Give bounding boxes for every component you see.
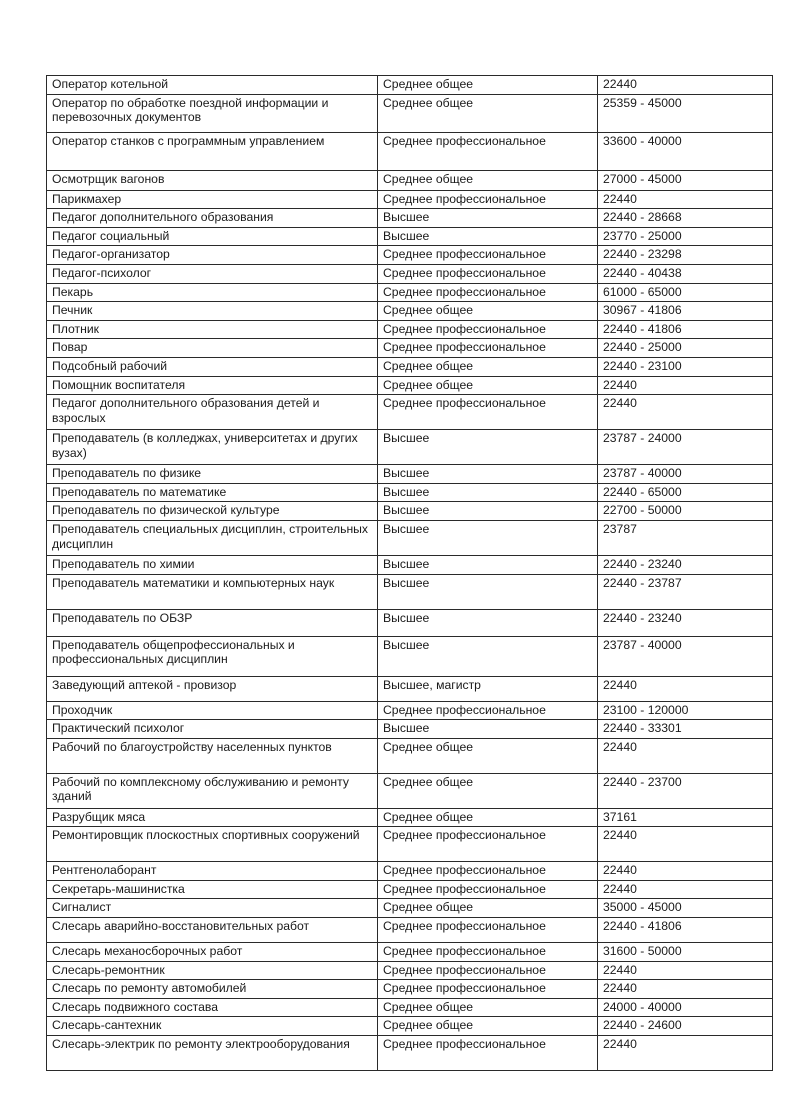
salary-cell: 22440: [598, 676, 773, 701]
profession-cell: Слесарь подвижного состава: [47, 998, 378, 1017]
education-cell: Среднее профессиональное: [378, 246, 598, 265]
profession-cell: Преподаватель общепрофессиональных и профессиональных дисциплин: [47, 636, 378, 676]
profession-cell: Педагог-организатор: [47, 246, 378, 265]
education-cell: Среднее профессиональное: [378, 283, 598, 302]
profession-cell: Педагог социальный: [47, 227, 378, 246]
table-row: [47, 1036, 773, 1071]
table-row: [47, 738, 773, 773]
profession-cell: Преподаватель по ОБЗР: [47, 609, 378, 636]
table-row: [47, 283, 773, 302]
table-row: [47, 609, 773, 636]
profession-cell: Преподаватель по математике: [47, 483, 378, 502]
profession-cell: Рабочий по комплексному обслуживанию и ремонту зданий: [47, 773, 378, 808]
profession-cell: Оператор по обработке поездной информации и перевозочных документов: [47, 94, 378, 132]
table-row: [47, 943, 773, 962]
profession-cell: Преподаватель математики и компьютерных наук: [47, 574, 378, 609]
profession-cell: Секретарь-машинистка: [47, 880, 378, 899]
education-cell: Среднее общее: [378, 302, 598, 321]
profession-cell: Слесарь-ремонтник: [47, 961, 378, 980]
table-row: [47, 227, 773, 246]
profession-cell: Преподаватель (в колледжах, университетах и других вузах): [47, 430, 378, 465]
salary-cell: 22440 - 23700: [598, 773, 773, 808]
profession-cell: Рабочий по благоустройству населенных пунктов: [47, 738, 378, 773]
salary-cell: 22440 - 65000: [598, 483, 773, 502]
education-cell: Высшее: [378, 636, 598, 676]
salary-cell: 22440 - 23240: [598, 609, 773, 636]
salary-cell: 22440: [598, 1036, 773, 1071]
profession-cell: Парикмахер: [47, 190, 378, 209]
table-row: [47, 701, 773, 720]
profession-cell: Сигналист: [47, 899, 378, 918]
table-row: [47, 773, 773, 808]
profession-cell: Слесарь-электрик по ремонту электрооборудования: [47, 1036, 378, 1071]
table-row: [47, 209, 773, 228]
education-cell: Высшее: [378, 555, 598, 574]
education-cell: Среднее общее: [378, 808, 598, 827]
table-row: [47, 827, 773, 862]
education-cell: Среднее общее: [378, 94, 598, 132]
education-cell: Высшее, магистр: [378, 676, 598, 701]
profession-cell: Преподаватель специальных дисциплин, строительных дисциплин: [47, 520, 378, 555]
education-cell: Среднее профессиональное: [378, 943, 598, 962]
table-row: [47, 998, 773, 1017]
salary-cell: 22440: [598, 827, 773, 862]
table-row: [47, 520, 773, 555]
education-cell: Высшее: [378, 483, 598, 502]
salary-cell: 31600 - 50000: [598, 943, 773, 962]
table-row: [47, 94, 773, 132]
table-row: [47, 76, 773, 95]
profession-cell: Подсобный рабочий: [47, 357, 378, 376]
salary-cell: 22440 - 40438: [598, 264, 773, 283]
education-cell: Среднее профессиональное: [378, 961, 598, 980]
vacancies-table: [46, 75, 773, 1071]
education-cell: Среднее общее: [378, 899, 598, 918]
profession-cell: Разрубщик мяса: [47, 808, 378, 827]
education-cell: Среднее профессиональное: [378, 862, 598, 881]
table-row: [47, 502, 773, 521]
salary-cell: 27000 - 45000: [598, 170, 773, 190]
salary-cell: 22440: [598, 376, 773, 395]
table-row: [47, 320, 773, 339]
education-cell: Высшее: [378, 720, 598, 739]
education-cell: Среднее профессиональное: [378, 918, 598, 943]
education-cell: Среднее общее: [378, 170, 598, 190]
salary-cell: 25359 - 45000: [598, 94, 773, 132]
salary-cell: 22440 - 23787: [598, 574, 773, 609]
profession-cell: Оператор котельной: [47, 76, 378, 95]
profession-cell: Повар: [47, 339, 378, 358]
profession-cell: Оператор станков с программным управлением: [47, 132, 378, 170]
table-row: [47, 808, 773, 827]
education-cell: Среднее профессиональное: [378, 190, 598, 209]
table-row: [47, 357, 773, 376]
table-row: [47, 980, 773, 999]
education-cell: Среднее общее: [378, 773, 598, 808]
salary-cell: 22440: [598, 76, 773, 95]
profession-cell: Плотник: [47, 320, 378, 339]
table-row: [47, 961, 773, 980]
table-row: [47, 170, 773, 190]
education-cell: Среднее профессиональное: [378, 1036, 598, 1071]
salary-cell: 22440 - 41806: [598, 320, 773, 339]
profession-cell: Рентгенолаборант: [47, 862, 378, 881]
education-cell: Высшее: [378, 209, 598, 228]
salary-cell: 22440 - 41806: [598, 918, 773, 943]
education-cell: Среднее профессиональное: [378, 339, 598, 358]
salary-cell: 23787: [598, 520, 773, 555]
salary-cell: 22440 - 25000: [598, 339, 773, 358]
table-row: [47, 395, 773, 430]
salary-cell: 22440: [598, 395, 773, 430]
salary-cell: 61000 - 65000: [598, 283, 773, 302]
education-cell: Высшее: [378, 520, 598, 555]
profession-cell: Слесарь аварийно-восстановительных работ: [47, 918, 378, 943]
profession-cell: Слесарь по ремонту автомобилей: [47, 980, 378, 999]
table-row: [47, 246, 773, 265]
education-cell: Среднее общее: [378, 738, 598, 773]
table-row: [47, 132, 773, 170]
table-row: [47, 574, 773, 609]
education-cell: Среднее профессиональное: [378, 827, 598, 862]
salary-cell: 23787 - 40000: [598, 465, 773, 484]
table-row: [47, 190, 773, 209]
salary-cell: 22440: [598, 190, 773, 209]
profession-cell: Практический психолог: [47, 720, 378, 739]
profession-cell: Преподаватель по физике: [47, 465, 378, 484]
salary-cell: 22440: [598, 961, 773, 980]
salary-cell: 35000 - 45000: [598, 899, 773, 918]
salary-cell: 33600 - 40000: [598, 132, 773, 170]
table-row: [47, 430, 773, 465]
table-row: [47, 720, 773, 739]
salary-cell: 22440 - 23100: [598, 357, 773, 376]
education-cell: Среднее общее: [378, 998, 598, 1017]
table-row: [47, 899, 773, 918]
education-cell: Среднее профессиональное: [378, 880, 598, 899]
salary-cell: 23100 - 120000: [598, 701, 773, 720]
table-row: [47, 483, 773, 502]
salary-cell: 23787 - 40000: [598, 636, 773, 676]
profession-cell: Педагог дополнительного образования детей и взрослых: [47, 395, 378, 430]
education-cell: Среднее профессиональное: [378, 701, 598, 720]
salary-cell: 23787 - 24000: [598, 430, 773, 465]
education-cell: Среднее профессиональное: [378, 132, 598, 170]
salary-cell: 22440: [598, 980, 773, 999]
salary-cell: 22440 - 24600: [598, 1017, 773, 1036]
profession-cell: Педагог дополнительного образования: [47, 209, 378, 228]
table-row: [47, 880, 773, 899]
profession-cell: Помощник воспитателя: [47, 376, 378, 395]
profession-cell: Преподаватель по химии: [47, 555, 378, 574]
table-row: [47, 1017, 773, 1036]
table-row: [47, 302, 773, 321]
education-cell: Высшее: [378, 502, 598, 521]
education-cell: Среднее профессиональное: [378, 395, 598, 430]
education-cell: Среднее общее: [378, 76, 598, 95]
education-cell: Среднее общее: [378, 376, 598, 395]
profession-cell: Пекарь: [47, 283, 378, 302]
table-row: [47, 862, 773, 881]
profession-cell: Заведующий аптекой - провизор: [47, 676, 378, 701]
salary-cell: 22440 - 33301: [598, 720, 773, 739]
profession-cell: Печник: [47, 302, 378, 321]
education-cell: Высшее: [378, 465, 598, 484]
vacancies-table-body: [47, 76, 773, 1071]
table-row: [47, 555, 773, 574]
salary-cell: 23770 - 25000: [598, 227, 773, 246]
salary-cell: 22700 - 50000: [598, 502, 773, 521]
profession-cell: Слесарь-сантехник: [47, 1017, 378, 1036]
salary-cell: 22440: [598, 738, 773, 773]
table-row: [47, 918, 773, 943]
profession-cell: Преподаватель по физической культуре: [47, 502, 378, 521]
profession-cell: Педагог-психолог: [47, 264, 378, 283]
table-row: [47, 339, 773, 358]
salary-cell: 30967 - 41806: [598, 302, 773, 321]
salary-cell: 22440 - 23240: [598, 555, 773, 574]
salary-cell: 37161: [598, 808, 773, 827]
table-row: [47, 636, 773, 676]
education-cell: Высшее: [378, 227, 598, 246]
education-cell: Среднее профессиональное: [378, 980, 598, 999]
education-cell: Среднее профессиональное: [378, 264, 598, 283]
education-cell: Среднее общее: [378, 357, 598, 376]
table-row: [47, 376, 773, 395]
salary-cell: 24000 - 40000: [598, 998, 773, 1017]
profession-cell: Осмотрщик вагонов: [47, 170, 378, 190]
table-row: [47, 465, 773, 484]
education-cell: Среднее профессиональное: [378, 320, 598, 339]
salary-cell: 22440: [598, 880, 773, 899]
education-cell: Среднее общее: [378, 1017, 598, 1036]
salary-cell: 22440 - 28668: [598, 209, 773, 228]
education-cell: Высшее: [378, 430, 598, 465]
education-cell: Высшее: [378, 574, 598, 609]
salary-cell: 22440 - 23298: [598, 246, 773, 265]
profession-cell: Слесарь механосборочных работ: [47, 943, 378, 962]
profession-cell: Ремонтировщик плоскостных спортивных сооружений: [47, 827, 378, 862]
salary-cell: 22440: [598, 862, 773, 881]
table-row: [47, 264, 773, 283]
table-row: [47, 676, 773, 701]
education-cell: Высшее: [378, 609, 598, 636]
profession-cell: Проходчик: [47, 701, 378, 720]
